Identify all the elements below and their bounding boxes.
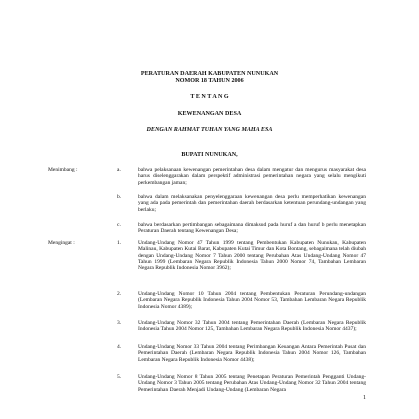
tentang-heading: T E N T A N G bbox=[190, 94, 229, 100]
regent-heading: BUPATI NUNUKAN, bbox=[181, 152, 238, 158]
clause-marker: 5. bbox=[117, 374, 122, 380]
clause-text: bahwa berdasarkan pertimbangan sebagaimana dimaksud pada huruf a dan huruf b perlu menetapkan Peraturan Daerah tentang Kewenangan Desa; bbox=[138, 222, 366, 235]
clause-text: Undang-Undang Nomor 10 Tahun 2004 tentang Pembentukan Peraturan Perundang-undangan (Lembaran Negara Republik Indonesia Tahun 2004 Nomor 53, Tambahan Lembaran Negara Republik Indonesia Nomor 4389); bbox=[138, 291, 366, 310]
menimbang-label: Menimbang : bbox=[48, 167, 78, 173]
clause-marker: c. bbox=[117, 222, 121, 228]
divine-grace-line: DENGAN RAHMAT TUHAN YANG MAHA ESA bbox=[146, 127, 273, 133]
clause-marker: 2. bbox=[117, 291, 122, 297]
clause-marker: a. bbox=[117, 167, 121, 173]
regulation-title: PERATURAN DAERAH KABUPATEN NUNUKAN bbox=[140, 71, 279, 77]
clause-text: Undang-Undang Nomor 47 Tahun 1999 tentang Pembentukan Kabupaten Nunukan, Kabupaten Malinau, Kabupaten Kutai Barat, Kabupaten Kutai Timur dan Kota Bontang, sebagaimana telah diubah dengan Undang-Undang Nomor 7 Tahun 2000 tentang Perubahan Atas Undang-Undang Nomor 47 Tahun 1999 (Lembaran Negara Republik Indonesia Tahun 2000 Nomor 74, Tambahan Lembaran Negara Republik Indonesia Nomor 3962); bbox=[138, 240, 366, 272]
regulation-number: NOMOR 18 TAHUN 2006 bbox=[175, 78, 244, 84]
clause-text: bahwa dalam melaksanakan penyelenggaraan kewenangan desa perlu memperhatikan kewenangan yang ada pada pemerintah dan pemerintahan daerah berdasarkan ketentuan perundang-undangan yang berlaku; bbox=[138, 194, 366, 213]
clause-text: bahwa pelaksanaan kewenangan pemerintahan desa dalam mengatur dan mengurus masyarakat desa harus diselenggarakan dalam perspektif administrasi pemerintahan negara yang selalu mengikuti perkembangan jaman; bbox=[138, 167, 366, 186]
clause-text: Undang-Undang Nomor 33 Tahun 2004 tentang Perimbangan Keuangan Antara Pemerintah Pusat dan Pemerintahan Daerah (Lembaran Negara Republik Indonesia Tahun 2004 Nomor 126, Tambahan Lembaran Negara Republik Indonesia Nomor 4438); bbox=[138, 344, 366, 363]
clause-marker: 1. bbox=[117, 240, 122, 246]
clause-text: Undang-Undang Nomor 32 Tahun 2004 tentang Pemerintahan Daerah (Lembaran Negara Republik Indonesia Tahun 2004 Nomor 125, Tambahan Lembaran Negara Republik Indonesia Nomor 4437); bbox=[138, 320, 366, 333]
clause-marker: 3. bbox=[117, 320, 122, 326]
clause-marker: 4. bbox=[117, 344, 122, 350]
page-number: 1 bbox=[363, 395, 366, 401]
mengingat-label: Mengingat : bbox=[48, 240, 75, 246]
clause-marker: b. bbox=[117, 194, 122, 200]
regulation-subject: KEWENANGAN DESA bbox=[177, 111, 242, 117]
clause-text: Undang-Undang Nomor 8 Tahun 2005 tentang Penetapan Peraturan Pemerintah Pengganti Undang-Undang Nomor 3 Tahun 2005 tentang Perubahan Atas Undang-Undang Nomor 32 Tahun 2004 tentang Pemerintahan Daerah Menjadi Undang-Undang (Lembaran Negara bbox=[138, 374, 366, 393]
